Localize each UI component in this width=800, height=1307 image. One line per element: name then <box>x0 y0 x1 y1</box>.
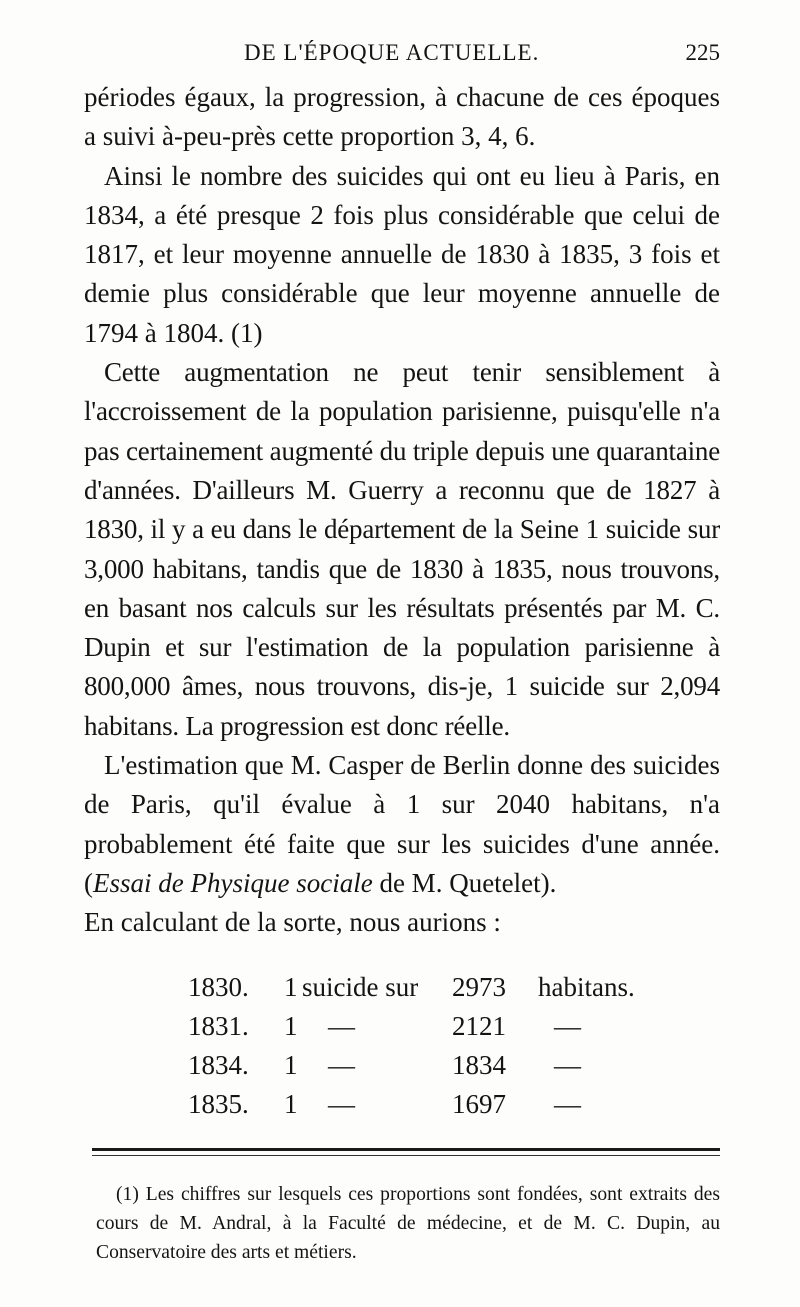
stats-row <box>84 1011 720 1050</box>
stat-year: 1835. <box>188 1089 249 1119</box>
casper-text-end: de M. Quetelet). <box>372 867 557 898</box>
ditto-dash: — <box>328 1011 355 1041</box>
body-text <box>84 78 720 943</box>
paragraph-population: Cette augmentation ne peut tenir sensiblement à l'accroissement de la population parisienne, puisqu'elle n'a pas certainement augmenté du triple depuis une quarantaine d'années. D'ailleurs M. Guerry a reconnu que de 1827 à 1830, il y a eu dans le département de la Seine 1 suicide sur 3,000 habitans, tandis que de 1830 à 1835, nous trouvons, en basant nos calculs sur les résultats présentés par M. C. Dupin et sur l'estimation de la population parisienne à 800,000 âmes, nous trouvons, dis-je, 1 suicide sur 2,094 habitans. La progression est donc réelle. <box>84 357 720 741</box>
stats-row <box>84 972 720 1011</box>
stat-count: 1 <box>284 1011 298 1041</box>
page-number: 225 <box>685 40 720 65</box>
ditto-dash: — <box>328 1089 355 1119</box>
footnote: (1) Les chiffres sur lesquels ces proportions sont fondées, sont extraits des cours de M. Andral, à la Faculté de médecine, et de M. C. Dupin, au Conservatoire des arts et métiers. <box>96 1184 720 1263</box>
casper-text: L'estimation que M. Casper de Berlin donne des suicides de Paris, qu'il évalue à 1 sur 2040 habitans, n'a probablement été faite que sur les suicides d'une année. ( <box>84 750 720 898</box>
book-title-italic: Essai de Physique sociale <box>93 867 373 898</box>
ditto-dash: — <box>554 1011 581 1041</box>
suicide-stats-table <box>84 972 720 1128</box>
footnote-rule-thin <box>92 1155 720 1156</box>
ditto-dash: — <box>554 1050 581 1080</box>
stat-count: 1 <box>284 1050 298 1080</box>
page-header <box>84 40 720 76</box>
stat-count: 1 <box>284 972 298 1002</box>
stat-year: 1831. <box>188 1011 249 1041</box>
stat-year: 1834. <box>188 1050 249 1080</box>
stat-inhabitants: 1834 <box>452 1050 506 1080</box>
paragraph-casper-estimate <box>84 746 720 903</box>
stats-row <box>84 1089 720 1128</box>
ditto-dash: — <box>328 1050 355 1080</box>
stats-row <box>84 1050 720 1089</box>
footnote-rule <box>92 1148 720 1151</box>
stat-word: suicide sur <box>302 972 419 1002</box>
paragraph-suicide-count: Ainsi le nombre des suicides qui ont eu lieu à Paris, en 1834, a été presque 2 fois plus considérable que celui de 1817, et leur moyenne annuelle de 1830 à 1835, 3 fois et demie plus considérable que leur moyenne annuelle de 1794 à 1804. (1) <box>84 160 720 348</box>
ditto-dash: — <box>554 1089 581 1119</box>
stat-inhabitants: 2121 <box>452 1011 506 1041</box>
stat-count: 1 <box>284 1089 298 1119</box>
stat-inhabitants: 2973 <box>452 972 506 1002</box>
stat-unit: habitans. <box>538 972 635 1002</box>
running-title: DE L'ÉPOQUE ACTUELLE. <box>244 40 540 65</box>
stat-year: 1830. <box>188 972 249 1002</box>
calc-intro: En calculant de la sorte, nous aurions : <box>84 907 501 938</box>
paragraph-continuation: périodes égaux, la progression, à chacune de ces époques a suivi à-peu-près cette proportion 3, 4, 6. <box>84 82 720 152</box>
stat-inhabitants: 1697 <box>452 1089 506 1119</box>
